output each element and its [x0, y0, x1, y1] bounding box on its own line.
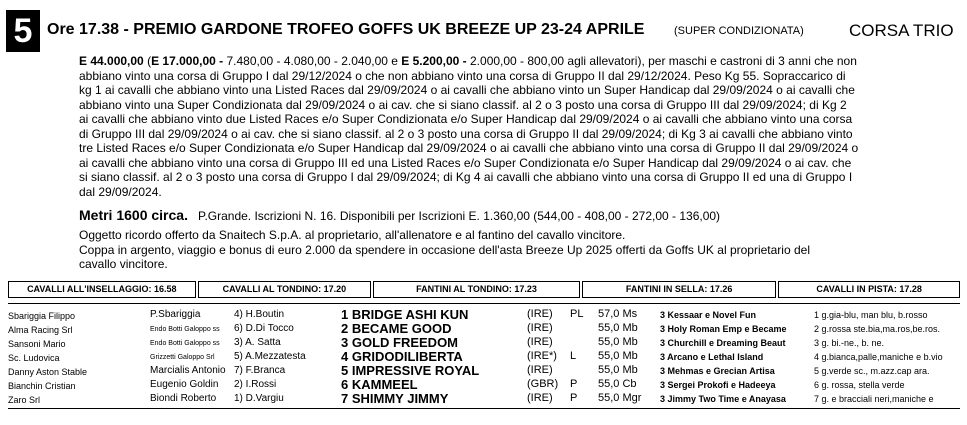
- equipment-note: P: [570, 392, 578, 404]
- trainer-name: Biondi Roberto: [150, 393, 217, 404]
- prize-open: (: [147, 54, 152, 68]
- schedule-fantini-tondino: FANTINI AL TONDINO: 17.23: [373, 281, 580, 298]
- owner-name: Zaro Srl: [8, 395, 41, 405]
- race-subtitle: (SUPER CONDIZIONATA): [674, 25, 804, 37]
- info-line-1: Oggetto ricordo offerto da Snaitech S.p.A. al proprietario, all'allenatore e al fantino del cavallo vincitore.: [79, 228, 626, 242]
- prize-second: E 17.000,00 -: [151, 54, 224, 68]
- owner-name: Danny Aston Stable: [8, 367, 88, 377]
- horse-name: 4 GRIDODILIBERTA: [341, 349, 463, 364]
- jockey-name: 4) H.Boutin: [234, 309, 285, 320]
- weight: 55,0 Mgr: [598, 392, 642, 404]
- horse-origin: (IRE*): [527, 350, 557, 362]
- schedule-cavalli-tondino: CAVALLI AL TONDINO: 17.20: [198, 281, 372, 298]
- pedigree: 3 Churchill e Dreaming Beaut: [660, 338, 786, 348]
- pedigree: 3 Mehmas e Grecian Artisa: [660, 366, 775, 376]
- trainer-name: Endo Botti Galoppo ss: [150, 340, 220, 347]
- race-type: CORSA TRIO: [849, 21, 954, 40]
- jockey-name: 7) F.Branca: [234, 365, 286, 376]
- jockey-name: 1) D.Vargiu: [234, 393, 284, 404]
- trainer-name: Eugenio Goldin: [150, 379, 219, 390]
- owner-name: Sansoni Mario: [8, 339, 66, 349]
- table-bottom-rule: [8, 408, 960, 409]
- equipment-note: P: [570, 378, 578, 390]
- silks-colors: 1 g.gia-blu, man blu, b.rosso: [814, 310, 928, 320]
- equipment-note: PL: [570, 308, 584, 320]
- pedigree: 3 Jimmy Two Time e Anayasa: [660, 394, 786, 404]
- horse-name: 5 IMPRESSIVE ROYAL: [341, 363, 480, 378]
- trainer-name: Endo Botti Galoppo ss: [150, 326, 220, 333]
- pedigree: 3 Sergei Prokofi e Hadeeya: [660, 380, 776, 390]
- jockey-name: 6) D.Di Tocco: [234, 323, 294, 334]
- pedigree: 3 Kessaar e Novel Fun: [660, 310, 757, 320]
- race-number: 5: [6, 10, 40, 52]
- prize-main: E 44.000,00: [79, 54, 144, 68]
- race-title: Ore 17.38 - PREMIO GARDONE TROFEO GOFFS UK BREEZE UP 23-24 APRILE: [47, 21, 645, 38]
- silks-colors: 6 g. rossa, stella verde: [814, 380, 905, 390]
- distance-details: P.Grande. Iscrizioni N. 16. Disponibili per Iscrizioni E. 1.360,00 (544,00 - 408,00 - 272,00 - 136,00): [197, 209, 721, 223]
- prize-breeders: E 5.200,00 -: [401, 54, 467, 68]
- table-top-rule: [8, 303, 960, 304]
- owner-name: Alma Racing Srl: [8, 325, 73, 335]
- silks-colors: 4 g.bianca,palle,maniche e b.vio: [814, 352, 943, 362]
- race-info: [79, 228, 839, 272]
- distance-line: [79, 207, 720, 223]
- conditions-text: 2.000,00 - 800,00 agli allevatori), per maschi e castroni di 3 anni che non abbiano vinto una corsa di Gruppo I dal 29/12/2024 o che non abbiano vinto una corsa di Gruppo II dal 29/12/2024. Peso Kg 55. Sopraccarico di kg 1 ai cavalli che abbiano vinto una Listed Races dal 29/09/2024 o ai cavalli che abbiano vinto un Super Handicap dal 29/09/2024 o ai cavalli che abbiano vinto una Super Condizionata dal 29/09/2024 o ai cav. che si siano classif. al 2 o 3 posto una corsa di Gruppo III dal 29/09/2024; di Kg 2 ai cavalli che abbiano vinto due Listed Races e/o Super Condizionata e/o Super Handicap dal 29/09/2024 o ai cavalli che abbiano vinto una corsa di Gruppo III dal 29/09/2024 o ai cav. che si siano classif. al 2 o 3 posto una corsa di Gruppo II dal 29/09/2024; di Kg 3 ai cavalli che abbiano vinto tre Listed Races e/o Super Condizionata e/o Super Handicap dal 29/09/2024 o ai cavalli che abbiano vinto una corsa di Gruppo II dal 29/09/2024 o ai cavalli che abbiano vinto una corsa di Gruppo III ed una Listed Races e/o Super Condizionata e/o Super Handicap dal 29/09/2024 o ai cav. che si siano classif. al 2 o 3 posto una corsa di Gruppo I dal 29/09/2024; di Kg 4 ai cavalli che abbiano vinto una corsa di Gruppo II ed una di Gruppo I dal 29/09/2024.: [79, 54, 859, 199]
- horse-origin: (GBR): [527, 378, 559, 390]
- info-line-2: Coppa in argento, viaggio e bonus di euro 2.000 da spendere in occasione dell'asta Breeze Up 2025 offerti da Goffs UK al proprietario del cavallo vincitore.: [79, 242, 810, 271]
- silks-colors: 5 g.verde sc., m.azz.cap ara.: [814, 366, 930, 376]
- silks-colors: 3 g. bi.-ne., b. ne.: [814, 338, 885, 348]
- weight: 55,0 Mb: [598, 350, 638, 362]
- weight: 55,0 Mb: [598, 336, 638, 348]
- trainer-name: Grizzetti Galoppo Srl: [150, 354, 215, 361]
- pedigree: 3 Holy Roman Emp e Became: [660, 324, 787, 334]
- horse-name: 2 BECAME GOOD: [341, 321, 452, 336]
- schedule-bar: [8, 281, 960, 297]
- owner-name: Sc. Ludovica: [8, 353, 60, 363]
- silks-colors: 2 g.rossa ste.bia,ma.ros,be.ros.: [814, 324, 941, 334]
- schedule-cavalli-pista: CAVALLI IN PISTA: 17.28: [778, 281, 960, 298]
- weight: 55,0 Cb: [598, 378, 637, 390]
- race-conditions: [79, 54, 859, 199]
- horse-name: 7 SHIMMY JIMMY: [341, 391, 449, 406]
- horse-origin: (IRE): [527, 308, 553, 320]
- jockey-name: 3) A. Satta: [234, 337, 281, 348]
- schedule-fantini-sella: FANTINI IN SELLA: 17.26: [582, 281, 777, 298]
- equipment-note: L: [570, 350, 577, 362]
- distance-label: Metri 1600 circa.: [79, 207, 188, 223]
- weight: 55,0 Mb: [598, 322, 638, 334]
- horse-origin: (IRE): [527, 322, 553, 334]
- weight: 57,0 Ms: [598, 308, 638, 320]
- jockey-name: 5) A.Mezzatesta: [234, 351, 306, 362]
- weight: 55,0 Mb: [598, 364, 638, 376]
- owner-name: Sbariggia Filippo: [8, 311, 76, 321]
- silks-colors: 7 g. e bracciali neri,maniche e: [814, 394, 934, 404]
- horse-origin: (IRE): [527, 392, 553, 404]
- horse-name: 1 BRIDGE ASHI KUN: [341, 307, 469, 322]
- schedule-insellaggio: CAVALLI ALL'INSELLAGGIO: 16.58: [8, 281, 196, 298]
- trainer-name: P.Sbariggia: [150, 309, 201, 320]
- jockey-name: 2) I.Rossi: [234, 379, 277, 390]
- horse-name: 3 GOLD FREEDOM: [341, 335, 459, 350]
- horse-name: 6 KAMMEEL: [341, 377, 418, 392]
- owner-name: Bianchin Cristian: [8, 381, 76, 391]
- table-row: [0, 393, 967, 409]
- prize-rest: 7.480,00 - 4.080,00 - 2.040,00 e: [223, 54, 402, 68]
- pedigree: 3 Arcano e Lethal Island: [660, 352, 764, 362]
- horse-origin: (IRE): [527, 364, 553, 376]
- horse-origin: (IRE): [527, 336, 553, 348]
- trainer-name: Marcialis Antonio: [150, 365, 226, 376]
